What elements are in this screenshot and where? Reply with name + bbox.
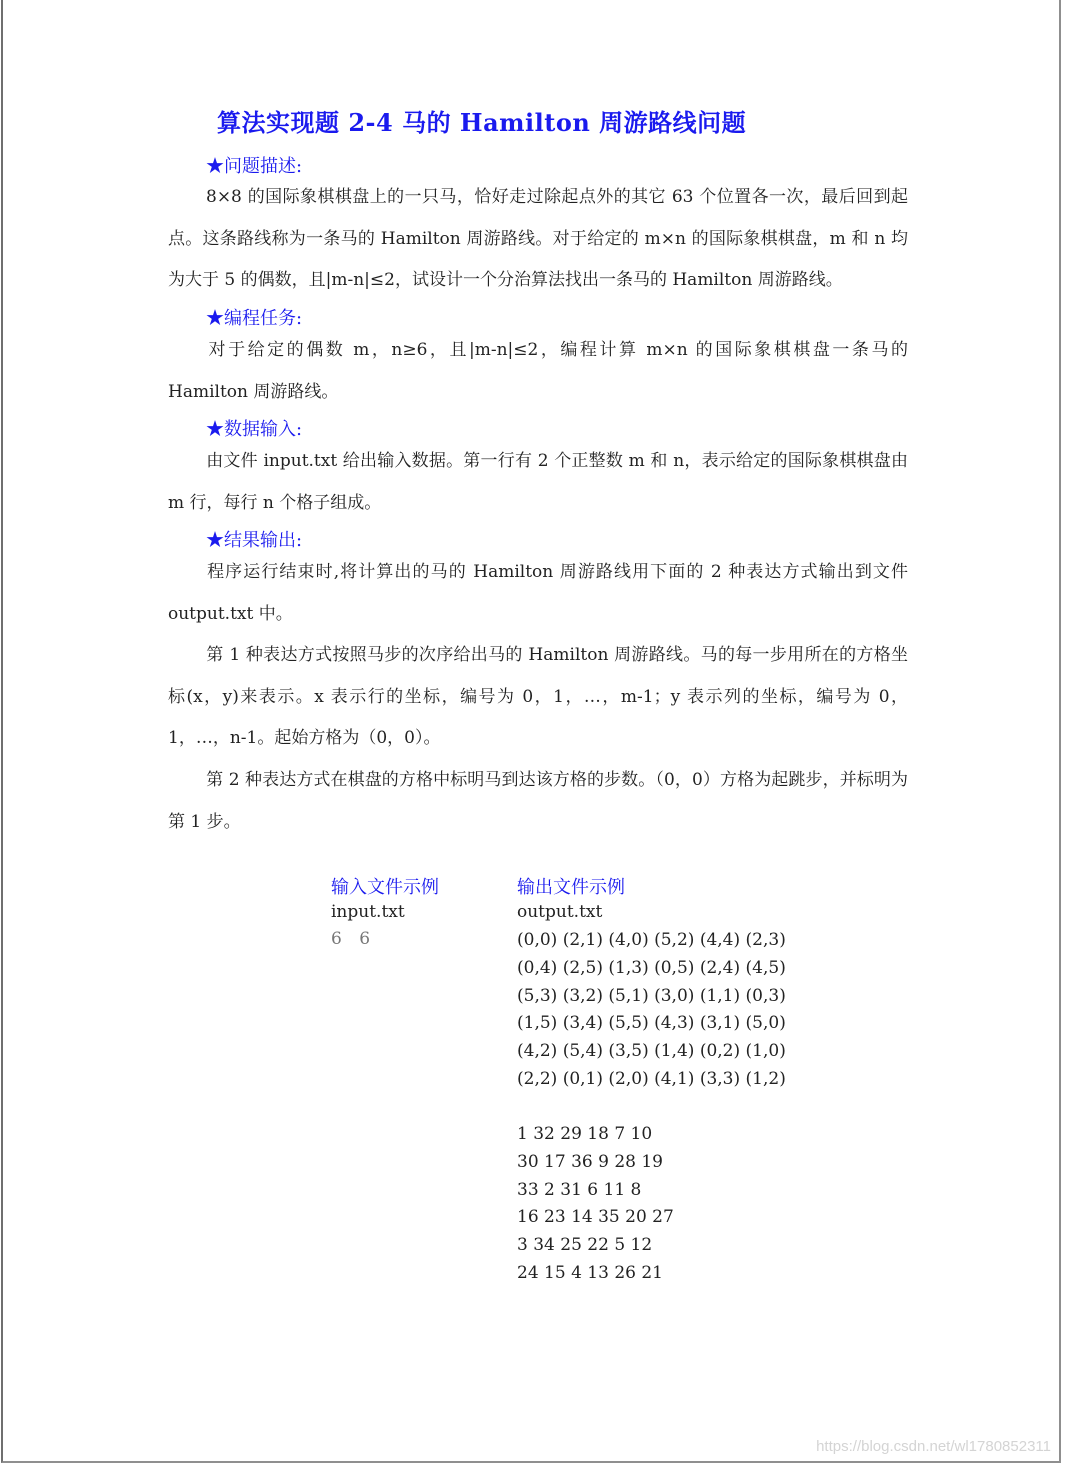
board-row: 16 23 14 35 20 27 [517,1207,674,1228]
output-text-1-content: 程序运行结束时,将计算出的马的 Hamilton 周游路线用下面的 2 种表达方式输出到文件 output.txt 中。 [168,562,908,624]
watermark-url: https://blog.csdn.net/wl1780852311 [816,1438,1051,1455]
board-row: 30 17 36 9 28 19 [517,1151,663,1172]
input-file-value: 6 6 [331,929,377,949]
output-text-3 [168,760,908,843]
task-text-content: 对于给定的偶数 m，n≥6，且|m-n|≤2，编程计算 m×n 的国际象棋棋盘一条马的 Hamilton 周游路线。 [168,340,908,402]
board-row: 33 2 31 6 11 8 [517,1179,642,1200]
problem-heading: ★问题描述: [206,156,303,177]
document-page [1,0,1061,1463]
coordinate-line: (4,2) (5,4) (3,5) (1,4) (0,2) (1,0) [517,1041,786,1062]
output-example-heading: 输出文件示例 [517,877,625,898]
output-text-2 [168,635,908,760]
problem-text-content: 8×8 的国际象棋棋盘上的一只马，恰好走过除起点外的其它 63 个位置各一次，最后回到起点。这条路线称为一条马的 Hamilton 周游路线。对于给定的 m×n 的国际象棋棋盘，m 和 n 均为大于 5 的偶数，且|m-n|≤2，试设计一个分治算法找出一条马的 Hamilton 周游路线。 [168,187,908,290]
coordinate-line: (0,4) (2,5) (1,3) (0,5) (2,4) (4,5) [517,957,786,978]
coordinate-line: (0,0) (2,1) (4,0) (5,2) (4,4) (2,3) [517,930,786,950]
input-text-content: 由文件 input.txt 给出输入数据。第一行有 2 个正整数 m 和 n，表示给定的国际象棋棋盘由 m 行，每行 n 个格子组成。 [168,451,908,513]
input-file-name: input.txt [331,902,405,922]
board-row: 24 15 4 13 26 21 [517,1262,663,1283]
coordinate-line: (2,2) (0,1) (2,0) (4,1) (3,3) (1,2) [517,1068,786,1089]
problem-text [168,177,908,302]
output-heading: ★结果输出: [206,530,303,551]
board-step-list [517,1121,674,1288]
input-heading: ★数据输入: [206,419,303,440]
board-row: 1 32 29 18 7 10 [517,1124,653,1144]
task-heading: ★编程任务: [206,308,303,329]
page-title: 算法实现题 2-4 马的 Hamilton 周游路线问题 [217,108,747,137]
input-text [168,441,908,524]
coordinate-line: (5,3) (3,2) (5,1) (3,0) (1,1) (0,3) [517,985,786,1006]
input-example-heading: 输入文件示例 [331,877,439,898]
task-text [168,330,908,413]
output-file-name: output.txt [517,902,603,922]
output-text-1 [168,552,908,635]
coordinate-line: (1,5) (3,4) (5,5) (4,3) (3,1) (5,0) [517,1013,786,1034]
output-text-2-content: 第 1 种表达方式按照马步的次序给出马的 Hamilton 周游路线。马的每一步用所在的方格坐标(x，y)来表示。x 表示行的坐标，编号为 0，1，…，m-1；y 表示列的坐标，编号为 0，1，…，n-1。起始方格为（0，0）。 [168,645,908,748]
coordinate-list [517,927,786,1094]
output-text-3-content: 第 2 种表达方式在棋盘的方格中标明马到达该方格的步数。（0，0）方格为起跳步，并标明为第 1 步。 [168,770,908,832]
board-row: 3 34 25 22 5 12 [517,1235,653,1256]
